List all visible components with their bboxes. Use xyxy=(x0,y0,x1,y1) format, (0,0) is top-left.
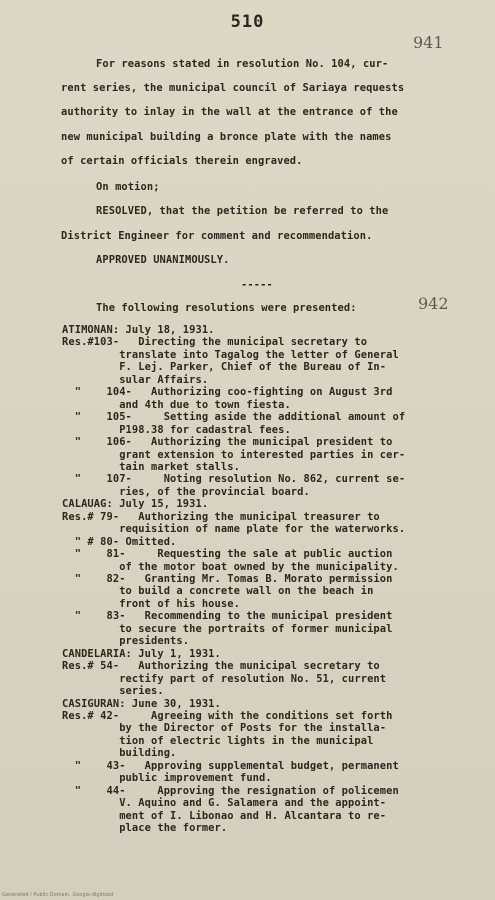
entry-line: rectify part of resolution No. 51, current xyxy=(62,673,387,685)
entry-line: Res.# 54- Authorizing the municipal secretary to xyxy=(62,660,380,672)
page-stamp-942: 942 xyxy=(418,294,449,313)
intro-line: new municipal building a bronce plate with the names xyxy=(61,131,392,143)
presented-line: The following resolutions were presented: xyxy=(96,302,357,314)
motion-line: On motion; xyxy=(96,181,160,193)
entry-line: " 43- Approving supplemental budget, permanent xyxy=(62,760,399,772)
entry-line: CASIGURAN: June 30, 1931. xyxy=(62,698,221,710)
entry-line: " 82- Granting Mr. Tomas B. Morato permission xyxy=(62,573,393,585)
entry-line: translate into Tagalog the letter of General xyxy=(62,349,399,361)
entry-line: sular Affairs. xyxy=(62,374,209,386)
scan-footer: Generated / Public Domain, Google-digitized xyxy=(2,892,114,898)
entry-line: Res.#103- Directing the municipal secretary to xyxy=(62,336,368,348)
separator: ----- xyxy=(241,279,273,291)
entry-line: place the former. xyxy=(62,822,228,834)
intro-line: rent series, the municipal council of Sariaya requests xyxy=(61,82,405,94)
page-number: 510 xyxy=(230,12,265,32)
entry-line: presidents. xyxy=(62,635,190,647)
entry-line: " 104- Authorizing coo-fighting on August 3rd xyxy=(62,386,393,398)
entry-line: " # 80- Omitted. xyxy=(62,536,177,548)
entry-line: " 83- Recommending to the municipal president xyxy=(62,610,393,622)
entry-line: and 4th due to town fiesta. xyxy=(62,399,291,411)
entry-line: grant extension to interested parties in cer- xyxy=(62,449,406,461)
entry-line: of the motor boat owned by the municipality. xyxy=(62,561,399,573)
entry-line: series. xyxy=(62,685,164,697)
entry-line: building. xyxy=(62,747,177,759)
entry-line: Res.# 79- Authorizing the municipal treasurer to xyxy=(62,511,380,523)
intro-line: For reasons stated in resolution No. 104, cur- xyxy=(96,58,389,70)
entry-line: to secure the portraits of former municipal xyxy=(62,623,393,635)
approved-line: APPROVED UNANIMOUSLY. xyxy=(96,254,230,266)
entry-line: " 44- Approving the resignation of policemen xyxy=(62,785,399,797)
entry-line: F. Lej. Parker, Chief of the Bureau of In- xyxy=(62,361,387,373)
entry-line: requisition of name plate for the waterworks. xyxy=(62,523,406,535)
entry-line: ment of I. Libonao and H. Alcantara to re- xyxy=(62,810,387,822)
entry-line: tain market stalls. xyxy=(62,461,240,473)
entry-line: ries, of the provincial board. xyxy=(62,486,310,498)
entry-line: Res.# 42- Agreeing with the conditions set forth xyxy=(62,710,393,722)
entry-line: public improvement fund. xyxy=(62,772,272,784)
entry-line: " 107- Noting resolution No. 862, current se- xyxy=(62,473,406,485)
entry-line: tion of electric lights in the municipal xyxy=(62,735,374,747)
entry-line: to build a concrete wall on the beach in xyxy=(62,585,374,597)
entry-line: front of his house. xyxy=(62,598,240,610)
intro-line: authority to inlay in the wall at the entrance of the xyxy=(61,106,398,118)
entry-line: " 105- Setting aside the additional amount of xyxy=(62,411,406,423)
entry-line: CANDELARIA: July 1, 1931. xyxy=(62,648,221,660)
resolved-line: RESOLVED, that the petition be referred to the xyxy=(96,205,389,217)
entry-line: by the Director of Posts for the installa- xyxy=(62,722,387,734)
entry-line: CALAUAG: July 15, 1931. xyxy=(62,498,209,510)
intro-line: of certain officials therein engraved. xyxy=(61,155,303,167)
entry-line: P198.38 for cadastral fees. xyxy=(62,424,291,436)
resolved-line: District Engineer for comment and recommendation. xyxy=(61,230,373,242)
page-stamp-941: 941 xyxy=(413,33,444,52)
entry-line: V. Aquino and G. Salamera and the appoint- xyxy=(62,797,387,809)
entry-line: " 106- Authorizing the municipal president to xyxy=(62,436,393,448)
entry-line: ATIMONAN: July 18, 1931. xyxy=(62,324,215,336)
entry-line: " 81- Requesting the sale at public auction xyxy=(62,548,393,560)
